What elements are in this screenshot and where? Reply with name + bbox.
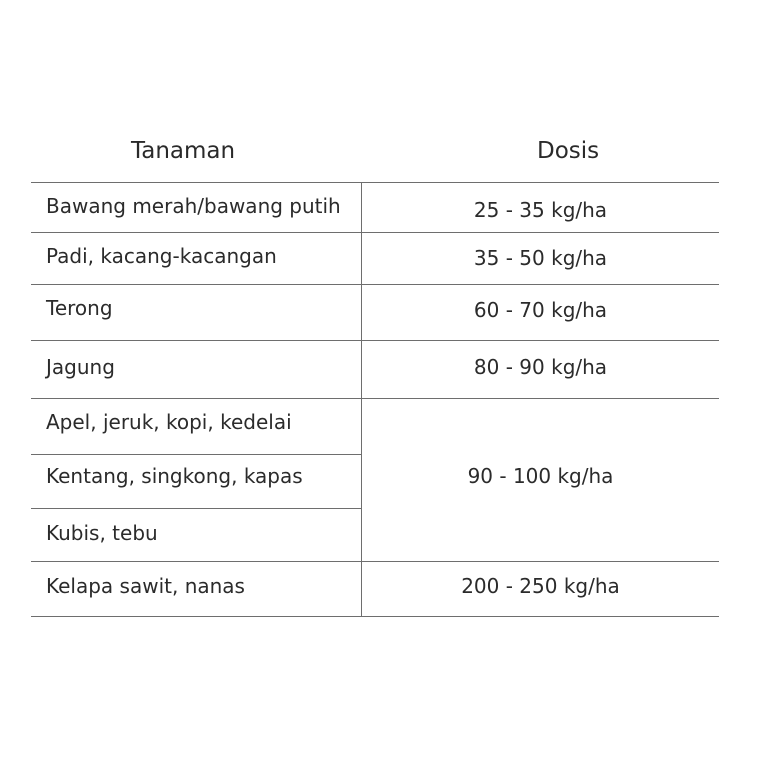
dose-cell-merged: 90 - 100 kg/ha bbox=[467, 464, 614, 488]
table-bottom-border bbox=[31, 616, 719, 617]
dose-cell: 35 - 50 kg/ha bbox=[473, 246, 608, 270]
row-divider bbox=[31, 561, 719, 562]
row-divider bbox=[31, 454, 361, 455]
crop-cell: Kubis, tebu bbox=[46, 521, 158, 545]
row-divider bbox=[31, 232, 719, 233]
dose-cell: 60 - 70 kg/ha bbox=[473, 298, 608, 322]
row-divider bbox=[31, 284, 719, 285]
crop-cell: Bawang merah/bawang putih bbox=[46, 194, 341, 218]
dose-cell: 80 - 90 kg/ha bbox=[473, 355, 608, 379]
header-dosis: Dosis bbox=[537, 138, 600, 164]
row-divider bbox=[31, 340, 719, 341]
crop-cell: Terong bbox=[46, 296, 113, 320]
dose-cell: 25 - 35 kg/ha bbox=[473, 198, 608, 222]
header-tanaman: Tanaman bbox=[131, 138, 236, 164]
crop-cell: Kentang, singkong, kapas bbox=[46, 464, 303, 488]
crop-cell: Kelapa sawit, nanas bbox=[46, 574, 245, 598]
crop-cell: Padi, kacang-kacangan bbox=[46, 244, 277, 268]
dose-cell: 200 - 250 kg/ha bbox=[461, 574, 620, 598]
row-divider bbox=[31, 508, 361, 509]
row-divider bbox=[31, 398, 719, 399]
crop-cell: Apel, jeruk, kopi, kedelai bbox=[46, 410, 292, 434]
table-top-border bbox=[31, 182, 719, 183]
crop-cell: Jagung bbox=[46, 355, 115, 379]
